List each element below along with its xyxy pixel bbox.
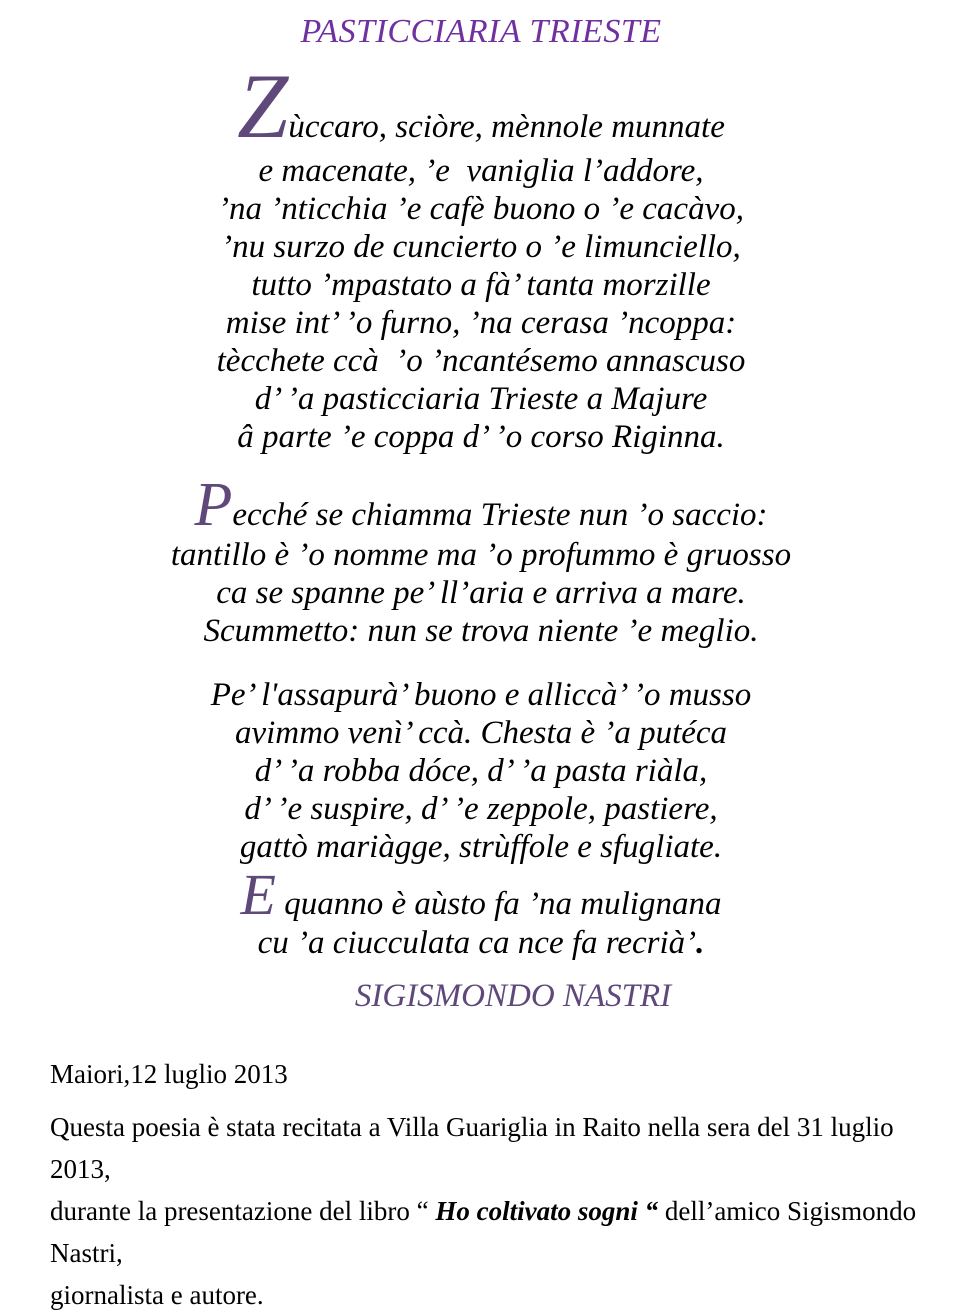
poem-line: tantillo è ’o nomme ma ’o profummo è gruosso — [170, 537, 792, 573]
poem-line-text: ecché se chiamma Trieste nun ’o saccio: — [232, 497, 768, 533]
stanza-4 — [0, 862, 962, 962]
footer — [0, 1056, 962, 1316]
author-signature: SIGISMONDO NASTRI — [354, 978, 672, 1014]
poem-line: d’ ’a pasticciaria Trieste a Majure — [254, 381, 708, 417]
poem-line: â parte ’e coppa d’ ’o corso Riginna. — [237, 419, 725, 455]
poem-line — [0, 862, 962, 927]
poem-line: tutto ’mpastato a fà’ tanta morzille — [251, 267, 711, 303]
poem-title: PASTICCIARIA TRIESTE — [300, 13, 662, 50]
poem-line: ’nu surzo de cuncierto o ’e limunciello, — [221, 229, 741, 265]
poem-line: e macenate, ’e vaniglia l’addore, — [258, 153, 704, 189]
dropcap-p: P — [194, 471, 233, 539]
poem-line: Scummetto: nun se trova niente ’e meglio. — [203, 613, 759, 649]
poem-line: mise int’ ’o furno, ’na cerasa ’ncoppa: — [225, 305, 737, 341]
note-line2-start: durante la presentazione del libro “ — [50, 1196, 436, 1226]
poem-line: d’ ’a robba dóce, d’ ’a pasta riàla, — [254, 753, 708, 789]
poem-line-text: quanno è aùsto fa ’na mulignana — [275, 886, 722, 922]
date-line: Maiori,12 luglio 2013 — [50, 1059, 288, 1089]
stanza-2 — [0, 471, 962, 650]
footer-note — [50, 1106, 932, 1316]
poem-line — [0, 55, 962, 157]
bold-period: . — [696, 925, 705, 961]
poem-line: ’na ’nticchia ’e cafè buono o ’e cacàvo, — [218, 191, 744, 227]
poem-line: tècchete ccà ’o ’ncantésemo annascuso — [216, 343, 746, 379]
poem-line — [0, 924, 962, 962]
poem-line — [0, 471, 962, 539]
poem-line-text: cu ’a ciucculata ca nce fa recrià’ — [257, 925, 697, 961]
poem-line: ca se spanne pe’ ll’aria e arriva a mare. — [216, 575, 746, 611]
poem-line: Pe’ l'assapurà’ buono e alliccà’ ’o musso — [210, 677, 752, 713]
book-title: Ho coltivato sogni “ — [435, 1196, 659, 1226]
note-line3: giornalista e autore. — [50, 1280, 264, 1310]
poem-line: d’ ’e suspire, d’ ’e zeppole, pastiere, — [244, 791, 718, 827]
dropcap-z: Z — [237, 55, 289, 157]
poem-line: avimmo venì’ ccà. Chesta è ’a putéca — [234, 715, 728, 751]
note-line2-end: dell’amico Sigismondo Nastri, — [50, 1196, 923, 1268]
poem-line-text: ùccaro, sciòre, mènnole munnate — [288, 109, 725, 145]
poem-line: gattò mariàgge, strùffole e sfugliate. — [239, 829, 723, 865]
note-line1: Questa poesia è stata recitata a Villa Guariglia in Raito nella sera del 31 luglio 2013, — [50, 1112, 901, 1184]
poem — [0, 12, 962, 1016]
stanza-1 — [0, 55, 962, 456]
dropcap-e: E — [240, 862, 276, 927]
stanza-3 — [0, 676, 962, 866]
